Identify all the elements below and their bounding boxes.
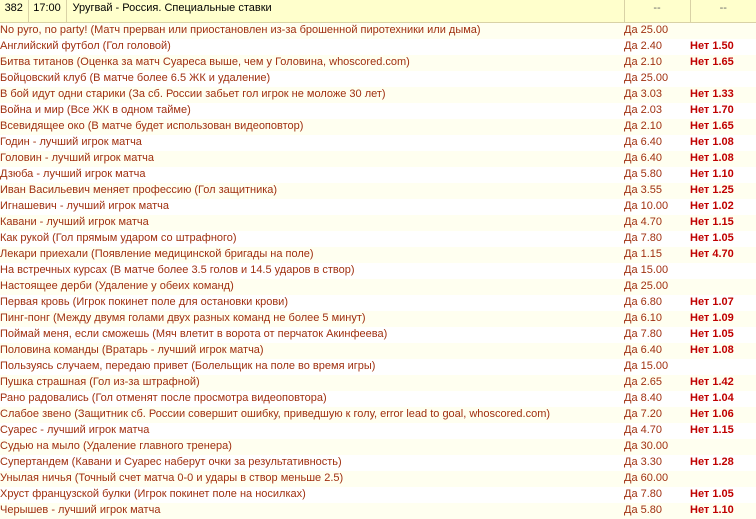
yes-column-header: -- <box>624 0 690 23</box>
bet-label: Пинг-понг (Между двумя голами двух разных команд не более 5 минут) <box>0 311 624 327</box>
event-time: 17:00 <box>28 0 66 23</box>
table-row[interactable] <box>0 487 756 503</box>
bet-yes-odds[interactable]: Да 2.40 <box>624 39 690 55</box>
bet-yes-odds[interactable]: Да 6.40 <box>624 151 690 167</box>
bet-yes-odds[interactable]: Да 30.00 <box>624 439 690 455</box>
bet-label: Война и мир (Все ЖК в одном тайме) <box>0 103 624 119</box>
table-row[interactable] <box>0 295 756 311</box>
table-header-row <box>0 0 756 23</box>
table-row[interactable] <box>0 119 756 135</box>
table-row[interactable] <box>0 311 756 327</box>
bet-label: Дзюба - лучший игрок матча <box>0 167 624 183</box>
bet-no-odds[interactable]: Нет 1.70 <box>690 103 756 119</box>
table-row[interactable] <box>0 455 756 471</box>
bet-label: Бойцовский клуб (В матче более 6.5 ЖК и удаление) <box>0 71 624 87</box>
bet-no-odds[interactable]: Нет 1.10 <box>690 167 756 183</box>
table-row[interactable] <box>0 167 756 183</box>
bet-yes-odds[interactable]: Да 3.30 <box>624 455 690 471</box>
bet-yes-odds[interactable]: Да 2.10 <box>624 119 690 135</box>
bet-no-odds <box>690 23 756 40</box>
bet-yes-odds[interactable]: Да 4.70 <box>624 423 690 439</box>
bet-yes-odds[interactable]: Да 6.40 <box>624 135 690 151</box>
bet-no-odds[interactable]: Нет 1.04 <box>690 391 756 407</box>
bet-label: Всевидящее око (В матче будет использован видеоповтор) <box>0 119 624 135</box>
bet-no-odds[interactable]: Нет 1.28 <box>690 455 756 471</box>
bet-yes-odds[interactable]: Да 2.03 <box>624 103 690 119</box>
bet-no-odds[interactable]: Нет 1.50 <box>690 39 756 55</box>
no-column-header: -- <box>690 0 756 23</box>
table-row[interactable] <box>0 423 756 439</box>
table-row[interactable] <box>0 215 756 231</box>
bet-yes-odds[interactable]: Да 4.70 <box>624 215 690 231</box>
bet-label: Рано радовались (Гол отменят после просмотра видеоповтора) <box>0 391 624 407</box>
bet-yes-odds[interactable]: Да 25.00 <box>624 23 690 40</box>
table-row[interactable] <box>0 279 756 295</box>
bet-no-odds <box>690 471 756 487</box>
table-row[interactable] <box>0 135 756 151</box>
table-row[interactable] <box>0 439 756 455</box>
table-row[interactable] <box>0 23 756 40</box>
bet-no-odds <box>690 279 756 295</box>
bet-no-odds[interactable]: Нет 1.65 <box>690 55 756 71</box>
table-row[interactable] <box>0 247 756 263</box>
bet-label: Английский футбол (Гол головой) <box>0 39 624 55</box>
bet-label: На встречных курсах (В матче более 3.5 голов и 14.5 ударов в створ) <box>0 263 624 279</box>
event-id: 382 <box>0 0 28 23</box>
table-row[interactable] <box>0 407 756 423</box>
bet-no-odds[interactable]: Нет 1.15 <box>690 215 756 231</box>
bet-yes-odds[interactable]: Да 6.40 <box>624 343 690 359</box>
table-row[interactable] <box>0 391 756 407</box>
bet-no-odds[interactable]: Нет 1.33 <box>690 87 756 103</box>
table-row[interactable] <box>0 103 756 119</box>
bet-yes-odds[interactable]: Да 25.00 <box>624 71 690 87</box>
table-row[interactable] <box>0 359 756 375</box>
bet-label: Настоящее дерби (Удаление у обеих команд) <box>0 279 624 295</box>
bet-no-odds[interactable]: Нет 1.05 <box>690 327 756 343</box>
table-row[interactable] <box>0 231 756 247</box>
bet-yes-odds[interactable]: Да 5.80 <box>624 503 690 519</box>
bet-no-odds[interactable]: Нет 1.08 <box>690 135 756 151</box>
table-row[interactable] <box>0 503 756 519</box>
bet-no-odds[interactable]: Нет 1.08 <box>690 343 756 359</box>
bet-label: Пользуясь случаем, передаю привет (Болельщик на поле во время игры) <box>0 359 624 375</box>
bet-label: Кавани - лучший игрок матча <box>0 215 624 231</box>
event-title: Уругвай - Россия. Специальные ставки <box>66 0 624 23</box>
bet-label: Пушка страшная (Гол из-за штрафной) <box>0 375 624 391</box>
bet-label: Иван Васильевич меняет профессию (Гол защитника) <box>0 183 624 199</box>
bet-no-odds[interactable]: Нет 1.06 <box>690 407 756 423</box>
bet-yes-odds[interactable]: Да 6.10 <box>624 311 690 327</box>
bet-yes-odds[interactable]: Да 10.00 <box>624 199 690 215</box>
bet-no-odds <box>690 439 756 455</box>
bet-yes-odds[interactable]: Да 7.20 <box>624 407 690 423</box>
bet-yes-odds[interactable]: Да 7.80 <box>624 487 690 503</box>
bet-no-odds[interactable]: Нет 1.65 <box>690 119 756 135</box>
table-row[interactable] <box>0 375 756 391</box>
bet-label: В бой идут одни старики (За сб. России забьет гол игрок не моложе 30 лет) <box>0 87 624 103</box>
table-row[interactable] <box>0 55 756 71</box>
bet-yes-odds[interactable]: Да 6.80 <box>624 295 690 311</box>
bet-label: Унылая ничья (Точный счет матча 0-0 и удары в створ меньше 2.5) <box>0 471 624 487</box>
bet-no-odds <box>690 263 756 279</box>
table-row[interactable] <box>0 343 756 359</box>
bet-label: Головин - лучший игрок матча <box>0 151 624 167</box>
bet-no-odds[interactable]: Нет 1.42 <box>690 375 756 391</box>
bet-no-odds[interactable]: Нет 1.05 <box>690 231 756 247</box>
bet-yes-odds[interactable]: Да 5.80 <box>624 167 690 183</box>
bet-no-odds[interactable]: Нет 4.70 <box>690 247 756 263</box>
bet-yes-odds[interactable]: Да 2.65 <box>624 375 690 391</box>
bet-yes-odds[interactable]: Да 8.40 <box>624 391 690 407</box>
bet-yes-odds[interactable]: Да 25.00 <box>624 279 690 295</box>
bet-label: Черышев - лучший игрок матча <box>0 503 624 519</box>
bet-label: Как рукой (Гол прямым ударом со штрафного) <box>0 231 624 247</box>
bet-label: Лекари приехали (Появление медицинской бригады на поле) <box>0 247 624 263</box>
bet-label: Половина команды (Вратарь - лучший игрок матча) <box>0 343 624 359</box>
bet-label: Битва титанов (Оценка за матч Суареса выше, чем у Головина, whoscored.com) <box>0 55 624 71</box>
table-row[interactable] <box>0 183 756 199</box>
bet-yes-odds[interactable]: Да 15.00 <box>624 359 690 375</box>
bet-yes-odds[interactable]: Да 2.10 <box>624 55 690 71</box>
table-row[interactable] <box>0 87 756 103</box>
bet-yes-odds[interactable]: Да 3.03 <box>624 87 690 103</box>
bet-yes-odds[interactable]: Да 7.80 <box>624 231 690 247</box>
bet-yes-odds[interactable]: Да 7.80 <box>624 327 690 343</box>
bet-no-odds <box>690 359 756 375</box>
table-row[interactable] <box>0 71 756 87</box>
bet-label: Поймай меня, если сможешь (Мяч влетит в ворота от перчаток Акинфеева) <box>0 327 624 343</box>
table-row[interactable] <box>0 39 756 55</box>
bet-no-odds[interactable]: Нет 1.25 <box>690 183 756 199</box>
bet-label: Суарес - лучший игрок матча <box>0 423 624 439</box>
bet-yes-odds[interactable]: Да 15.00 <box>624 263 690 279</box>
bet-no-odds[interactable]: Нет 1.09 <box>690 311 756 327</box>
bet-rows-body <box>0 23 756 519</box>
bet-yes-odds[interactable]: Да 3.55 <box>624 183 690 199</box>
table-row[interactable] <box>0 327 756 343</box>
bet-label: Слабое звено (Защитник сб. России совершит ошибку, приведшую к голу, error lead to goal, whoscored.com) <box>0 407 624 423</box>
bet-label: Хруст французской булки (Игрок покинет поле на носилках) <box>0 487 624 503</box>
bet-no-odds[interactable]: Нет 1.02 <box>690 199 756 215</box>
bet-label: Годин - лучший игрок матча <box>0 135 624 151</box>
bet-no-odds[interactable]: Нет 1.07 <box>690 295 756 311</box>
bet-label: Супертандем (Кавани и Суарес наберут очки за результативность) <box>0 455 624 471</box>
bet-yes-odds[interactable]: Да 60.00 <box>624 471 690 487</box>
table-row[interactable] <box>0 263 756 279</box>
table-row[interactable] <box>0 471 756 487</box>
bet-no-odds[interactable]: Нет 1.08 <box>690 151 756 167</box>
bet-no-odds[interactable]: Нет 1.05 <box>690 487 756 503</box>
bet-label: No pyro, no party! (Матч прерван или приостановлен из-за брошенной пиротехники или дыма) <box>0 23 624 40</box>
table-row[interactable] <box>0 199 756 215</box>
bet-label: Первая кровь (Игрок покинет поле для остановки крови) <box>0 295 624 311</box>
bet-no-odds[interactable]: Нет 1.10 <box>690 503 756 519</box>
bet-no-odds <box>690 71 756 87</box>
table-row[interactable] <box>0 151 756 167</box>
bet-label: Игнашевич - лучший игрок матча <box>0 199 624 215</box>
bet-yes-odds[interactable]: Да 1.15 <box>624 247 690 263</box>
bet-label: Судью на мыло (Удаление главного тренера) <box>0 439 624 455</box>
bet-no-odds[interactable]: Нет 1.15 <box>690 423 756 439</box>
